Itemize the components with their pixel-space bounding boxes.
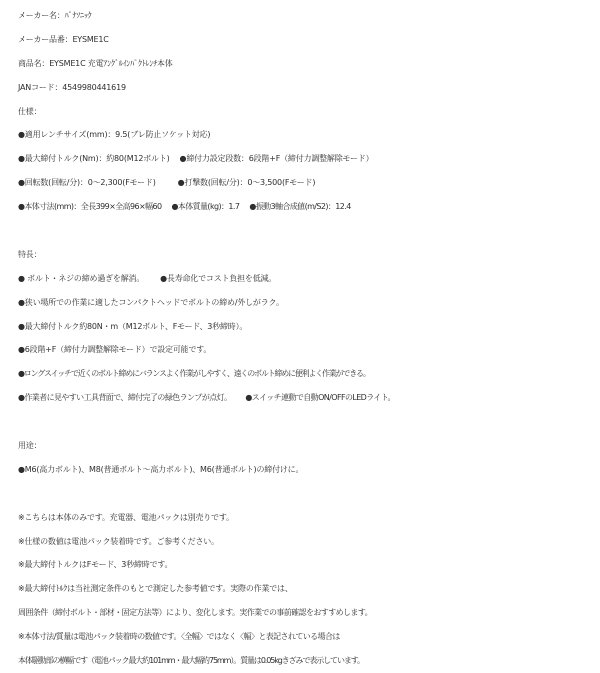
feature-item: ●スイッチ連動で自動ON/OFFのLEDライト。 bbox=[245, 393, 395, 403]
specs-heading: 仕様： bbox=[18, 106, 42, 116]
spec-line bbox=[18, 123, 598, 147]
note-line: ※仕様の数値は電池パック装着時です。ご参考ください。 bbox=[18, 536, 219, 546]
note-line: 本体駆動部の横幅です（電池パック最大約101mm・最大幅約75mm）。質量は0.05kgきざみで表示しています。 bbox=[18, 656, 364, 666]
feature-line bbox=[18, 338, 598, 362]
feature-line bbox=[18, 315, 598, 339]
spec-item: ●本体寸法(mm)：全長399×全高96×幅60 bbox=[18, 202, 162, 212]
maker-name: メーカー名：ﾊﾟﾅｿﾆｯｸ bbox=[18, 11, 92, 20]
spec-line bbox=[18, 147, 598, 171]
product-description bbox=[18, 4, 598, 673]
spacer bbox=[18, 219, 598, 243]
feature-item: ●6段階+F（締付力調整解除モード）で設定可能です。 bbox=[18, 345, 212, 355]
spec-item: ●最大締付トルク(Nm)：約80(M12ボルト) bbox=[18, 154, 170, 164]
note-line: ※最大締付ﾄﾙｸは当社測定条件のもとで測定した参考値です。実際の作業では、 bbox=[18, 584, 293, 594]
feature-line bbox=[18, 291, 598, 315]
feature-item: ● ボルト・ネジの締め過ぎを解消。 bbox=[18, 273, 145, 283]
note-line: ※本体寸法/質量は電池パック装着時の数値です。〈全幅〉ではなく〈幅〉と表記されている場合は bbox=[18, 632, 340, 642]
note-line: ※最大締付トルクはFモード、3秒締時です。 bbox=[18, 560, 173, 570]
feature-item: ●作業者に見やすい工具背面で、締付完了の緑色ランプが点灯。 bbox=[18, 393, 232, 403]
spec-item: ●適用レンチサイズ(mm)：9.5(ブレ防止ソケット対応) bbox=[18, 130, 211, 140]
spacer bbox=[18, 410, 598, 434]
spacer bbox=[18, 482, 598, 506]
note-line: ※こちらは本体のみです。充電器、電池パックは別売りです。 bbox=[18, 512, 234, 522]
feature-item: ●狭い場所での作業に適したコンパクトヘッドでボルトの締め/外しがラク。 bbox=[18, 297, 284, 307]
usage-line: ●M6(高力ボルト)、M8(普通ボルト～高力ボルト)、M6(普通ボルト)の締付けに。 bbox=[18, 464, 304, 474]
feature-line bbox=[18, 386, 598, 410]
feature-item: ●ロングスイッチで近くのボルト締めにバランスよく作業がしやすく、遠くのボルト締めに便利よく作業ができる。 bbox=[18, 369, 370, 379]
spec-item: ●打撃数(回転/分)：0～3,500(Fモード) bbox=[177, 178, 316, 188]
feature-line bbox=[18, 267, 598, 291]
spec-line bbox=[18, 171, 598, 195]
feature-item: ●長寿命化でコスト負担を低減。 bbox=[160, 273, 277, 283]
features-heading: 特長： bbox=[18, 249, 42, 259]
spec-item: ●振動3軸合成値(m/S2)：12.4 bbox=[249, 202, 351, 212]
spec-item: ●本体質量(kg)：1.7 bbox=[171, 202, 240, 212]
note-line: 周囲条件（締付ボルト・部材・固定方法等）により、変化します。実作業での事前確認をおすすめします。 bbox=[18, 608, 372, 618]
feature-item: ●最大締付トルク約80N・m（M12ボルト、Fモード、3秒締時）。 bbox=[18, 321, 248, 331]
feature-line bbox=[18, 362, 598, 386]
spec-item: ●締付力設定段数：6段階+F（締付力調整解除モード） bbox=[179, 154, 374, 164]
jan-code: JANコード：4549980441619 bbox=[18, 82, 126, 92]
spec-line bbox=[18, 195, 598, 219]
spec-item: ●回転数(回転/分)：0～2,300(Fモード) bbox=[18, 178, 156, 188]
part-number: メーカー品番：EYSME1C bbox=[18, 34, 109, 44]
usage-heading: 用途： bbox=[18, 441, 42, 451]
product-name: 商品名：EYSME1C 充電ｱﾝｸﾞﾙｲﾝﾊﾟｸﾄﾚﾝﾁ本体 bbox=[18, 58, 173, 68]
